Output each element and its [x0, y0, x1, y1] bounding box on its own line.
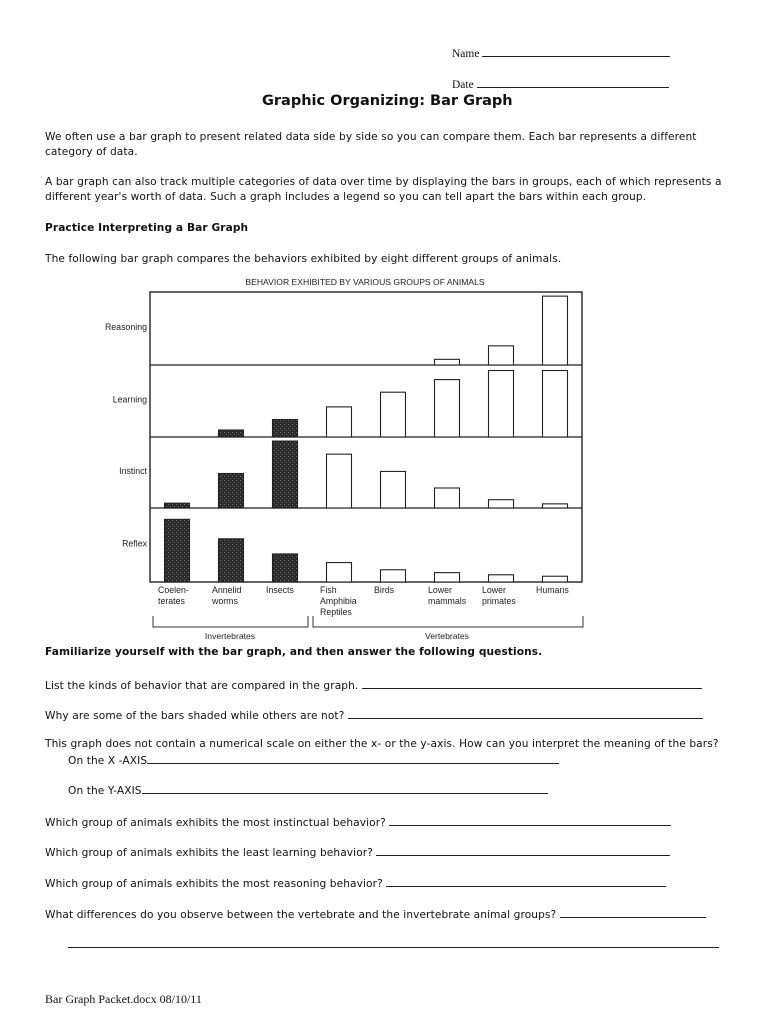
answer-3x-blank[interactable] [147, 753, 559, 764]
bar-learning-1 [219, 430, 244, 437]
answer-7-blank[interactable] [560, 907, 706, 918]
row-label-learning: Learning [112, 394, 147, 405]
bar-reflex-7 [543, 576, 568, 582]
intro-p1-line1: We often use a bar graph to present related data side by side so you can compare them. Each bar represents a different [45, 131, 697, 143]
category-label: worms [212, 596, 238, 606]
row-label-reflex: Reflex [122, 538, 147, 549]
question-3-x [68, 753, 559, 767]
category-label: Insects [266, 585, 294, 595]
bar-reflex-0 [165, 519, 190, 582]
chart-group-labels [153, 616, 583, 641]
bar-instinct-4 [381, 471, 406, 508]
graph-intro: The following bar graph compares the behaviors exhibited by eight different groups of animals. [45, 253, 562, 265]
question-5 [45, 845, 670, 859]
practice-heading: Practice Interpreting a Bar Graph [45, 222, 249, 234]
answer-6-blank[interactable] [386, 876, 666, 887]
bar-learning-2 [273, 420, 298, 438]
answer-2-blank[interactable] [348, 708, 703, 719]
page-title: Graphic Organizing: Bar Graph [262, 93, 513, 109]
intro-p2-line2: different year's worth of data. Such a graph includes a legend so you can tell apart the bars within each group. [45, 191, 647, 203]
category-label: mammals [428, 596, 467, 606]
x-axis-label: On the X -AXIS [68, 755, 148, 767]
question-2-text: Why are some of the bars shaded while others are not? [45, 710, 345, 722]
bar-instinct-1 [219, 474, 244, 509]
group-label-invertebrates: Invertebrates [204, 631, 256, 641]
question-5-text: Which group of animals exhibits the least learning behavior? [45, 847, 373, 859]
bar-learning-7 [543, 371, 568, 438]
category-label: Fish [320, 585, 337, 595]
bar-reflex-4 [381, 570, 406, 582]
bar-learning-6 [489, 371, 514, 438]
category-label: Reptiles [320, 607, 352, 617]
y-axis-label: On the Y-AXIS [68, 785, 142, 797]
bar-learning-3 [327, 407, 352, 437]
answer-5-blank[interactable] [376, 845, 670, 856]
category-label: terates [158, 596, 185, 606]
category-label: Coelen- [158, 585, 189, 595]
name-label: Name [452, 48, 480, 60]
category-label: Amphibia [320, 596, 357, 606]
question-7-text: What differences do you observe between the vertebrate and the invertebrate animal groups? [45, 909, 557, 921]
question-7 [45, 907, 706, 921]
chart-title: BEHAVIOR EXHIBITED BY VARIOUS GROUPS OF ANIMALS [245, 277, 485, 287]
bar-instinct-0 [165, 503, 190, 508]
answer-4-blank[interactable] [389, 815, 671, 826]
bar-reasoning-5 [435, 359, 460, 365]
question-1 [45, 678, 702, 692]
bar-reflex-6 [489, 575, 514, 582]
bar-learning-4 [381, 392, 406, 437]
questions-heading: Familiarize yourself with the bar graph, and then answer the following questions. [45, 646, 543, 658]
question-6-text: Which group of animals exhibits the most reasoning behavior? [45, 878, 383, 890]
intro-p1-line2: category of data. [45, 146, 138, 158]
bar-reflex-3 [327, 563, 352, 582]
group-label-vertebrates: Vertebrates [425, 631, 469, 641]
category-label: Lower [428, 585, 452, 595]
date-label: Date [452, 79, 474, 91]
chart-bars [165, 296, 568, 582]
invertebrates-bracket [153, 616, 308, 627]
bar-reflex-5 [435, 573, 460, 582]
row-label-reasoning: Reasoning [104, 321, 147, 332]
category-label: primates [482, 596, 516, 606]
chart-category-labels [158, 585, 569, 617]
bar-instinct-6 [489, 500, 514, 508]
question-4-text: Which group of animals exhibits the most instinctual behavior? [45, 817, 386, 829]
category-label: Birds [374, 585, 395, 595]
bar-reflex-2 [273, 554, 298, 582]
bar-instinct-5 [435, 488, 460, 508]
question-2 [45, 708, 703, 722]
bar-instinct-3 [327, 454, 352, 508]
bar-learning-5 [435, 380, 460, 437]
answer-1-blank[interactable] [362, 678, 702, 689]
category-label: Lower [482, 585, 506, 595]
question-3: This graph does not contain a numerical scale on either the x- or the y-axis. How can you interpret the meaning of the bars? [45, 738, 719, 750]
answer-7-extra-line[interactable] [68, 937, 719, 948]
footer-text: Bar Graph Packet.docx 08/10/11 [45, 992, 202, 1006]
intro-p2-line1: A bar graph can also track multiple categories of data over time by displaying the bars in groups, each of which represents a [45, 176, 722, 188]
bar-instinct-2 [273, 441, 298, 508]
question-1-text: List the kinds of behavior that are compared in the graph. [45, 680, 359, 692]
category-label: Humans [536, 585, 569, 595]
row-label-instinct: Instinct [119, 465, 147, 476]
question-6 [45, 876, 666, 890]
chart-grid [150, 292, 582, 582]
bar-reflex-1 [219, 539, 244, 582]
bar-instinct-7 [543, 504, 568, 508]
bar-reasoning-7 [543, 296, 568, 365]
question-3-y [68, 783, 548, 797]
chart-row-labels [105, 322, 148, 549]
answer-3y-blank[interactable] [142, 783, 548, 794]
bar-reasoning-6 [489, 346, 514, 365]
category-label: Annelid [212, 585, 242, 595]
vertebrates-bracket [313, 616, 583, 627]
question-4 [45, 815, 671, 829]
